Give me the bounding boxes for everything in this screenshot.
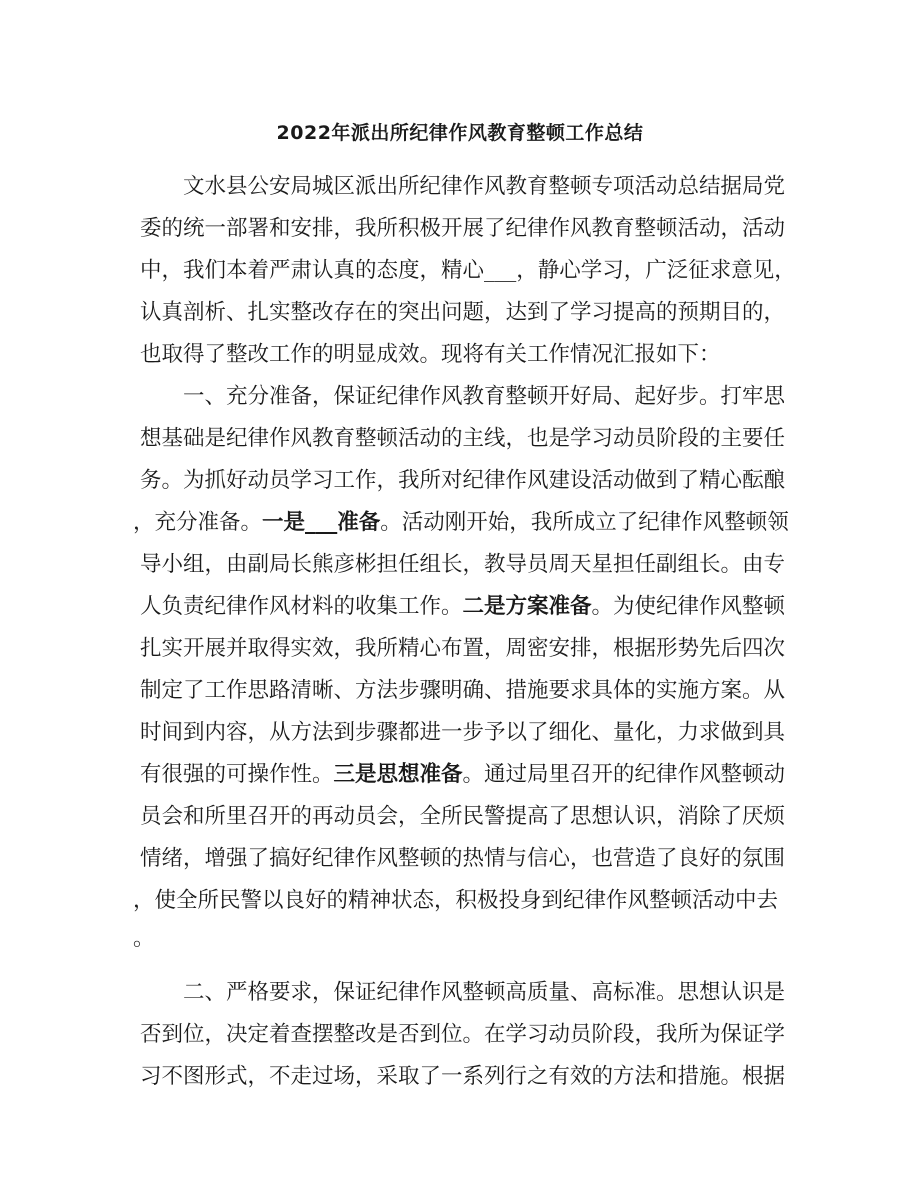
paragraph-2-line-8: 制定了工作思路清晰、方法步骤明确、措施要求具体的实施方案。从 — [140, 678, 786, 703]
paragraph-2-line-2: 想基础是纪律作风教育整顿活动的主线，也是学习动员阶段的主要任 — [140, 426, 786, 451]
paragraph-2-line-6 — [140, 592, 786, 622]
paragraph-2-line-13: ，使全所民警以良好的精神状态，积极投身到纪律作风整顿活动中去 — [133, 888, 779, 913]
document-title: 2022年派出所纪律作风教育整顿工作总结 — [276, 122, 644, 144]
paragraph-1-line-5: 也取得了整改工作的明显成效。现将有关工作情况汇报如下： — [140, 342, 721, 367]
paragraph-1-line-3: 中，我们本着严肃认真的态度，精心___，静心学习，广泛征求意见， — [140, 258, 796, 283]
paragraph-2-line-6-text-c: 。为使纪律作风整顿 — [591, 594, 786, 619]
paragraph-3-line-3: 习不图形式，不走过场，采取了一系列行之有效的方法和措施。根据 — [140, 1064, 786, 1089]
paragraph-2-line-3: 务。为抓好动员学习工作，我所对纪律作风建设活动做到了精心酝酿 — [140, 468, 786, 493]
paragraph-2-line-12: 情绪，增强了搞好纪律作风整顿的热情与信心，也营造了良好的氛围 — [140, 846, 786, 871]
emphasis-preparation-2: 二是方案准备 — [462, 594, 592, 619]
paragraph-3-line-2: 否到位，决定着查摆整改是否到位。在学习动员阶段，我所为保证学 — [140, 1022, 786, 1047]
emphasis-preparation-1: 一是___准备 — [262, 510, 381, 535]
paragraph-2-line-4-text-a: ，充分准备。 — [133, 510, 263, 535]
paragraph-1-line-1: 文水县公安局城区派出所纪律作风教育整顿专项活动总结据局党 — [183, 174, 786, 199]
paragraph-2-line-10-text-c: 。通过局里召开的纪律作风整顿动 — [462, 762, 786, 787]
paragraph-2-line-7: 扎实开展并取得实效，我所精心布置，周密安排，根据形势先后四次 — [140, 636, 786, 661]
emphasis-preparation-3: 三是思想准备 — [333, 762, 463, 787]
paragraph-2-line-6-text-a: 人负责纪律作风材料的收集工作。 — [140, 594, 463, 619]
paragraph-2-line-9: 时间到内容，从方法到步骤都进一步予以了细化、量化，力求做到具 — [140, 720, 786, 745]
paragraph-3-line-1: 二、严格要求，保证纪律作风整顿高质量、高标准。思想认识是 — [183, 980, 786, 1005]
paragraph-2-line-11: 员会和所里召开的再动员会，全所民警提高了思想认识，消除了厌烦 — [140, 804, 786, 829]
paragraph-2-line-4-text-c: 。活动刚开始，我所成立了纪律作风整顿领 — [380, 510, 789, 535]
paragraph-2-line-14: 。 — [133, 926, 155, 951]
paragraph-2-line-5: 导小组，由副局长熊彦彬担任组长，教导员周天星担任副组长。由专 — [140, 552, 786, 577]
paragraph-2-line-10-text-a: 有很强的可操作性。 — [140, 762, 334, 787]
paragraph-1-line-2: 委的统一部署和安排，我所积极开展了纪律作风教育整顿活动，活动 — [140, 216, 786, 241]
paragraph-2-line-1: 一、充分准备，保证纪律作风教育整顿开好局、起好步。打牢思 — [183, 384, 786, 409]
paragraph-2-line-4 — [133, 508, 789, 538]
paragraph-2-line-10 — [140, 760, 786, 790]
paragraph-1-line-4: 认真剖析、扎实整改存在的突出问题，达到了学习提高的预期目的， — [140, 300, 786, 325]
